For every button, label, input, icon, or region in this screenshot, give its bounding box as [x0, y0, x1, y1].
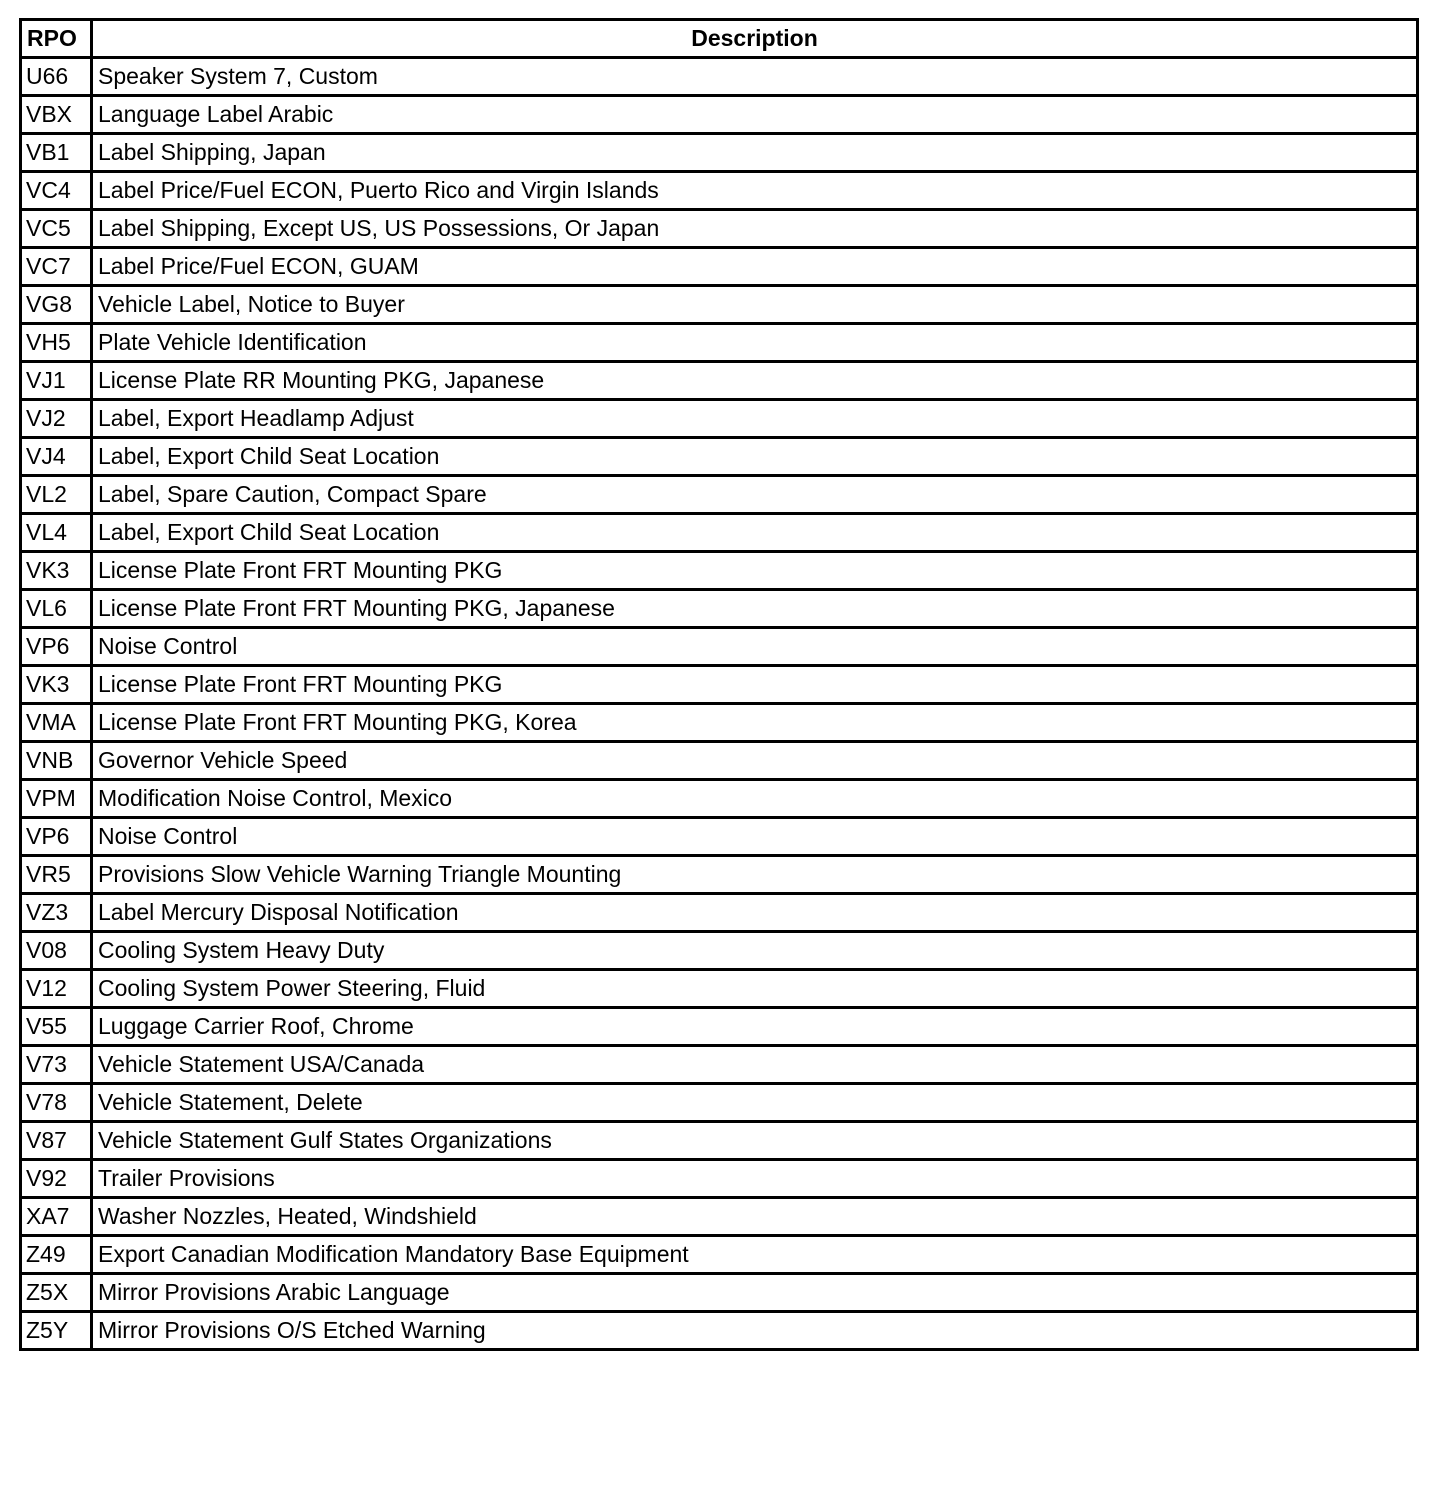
table-row	[21, 856, 1418, 894]
description-cell: License Plate Front FRT Mounting PKG, Korea	[92, 704, 1418, 742]
rpo-code-cell: VMA	[21, 704, 92, 742]
table-row	[21, 1274, 1418, 1312]
table-row	[21, 590, 1418, 628]
description-cell: Label, Spare Caution, Compact Spare	[92, 476, 1418, 514]
rpo-code-cell: V92	[21, 1160, 92, 1198]
table-row	[21, 666, 1418, 704]
description-cell: Luggage Carrier Roof, Chrome	[92, 1008, 1418, 1046]
table-row	[21, 1236, 1418, 1274]
description-cell: Noise Control	[92, 818, 1418, 856]
table-row	[21, 476, 1418, 514]
description-cell: Plate Vehicle Identification	[92, 324, 1418, 362]
description-cell: Governor Vehicle Speed	[92, 742, 1418, 780]
table-row	[21, 96, 1418, 134]
description-cell: Mirror Provisions O/S Etched Warning	[92, 1312, 1418, 1350]
rpo-code-cell: VJ4	[21, 438, 92, 476]
table-row	[21, 324, 1418, 362]
description-cell: Modification Noise Control, Mexico	[92, 780, 1418, 818]
table-row	[21, 362, 1418, 400]
description-cell: Speaker System 7, Custom	[92, 58, 1418, 96]
description-cell: Provisions Slow Vehicle Warning Triangle Mounting	[92, 856, 1418, 894]
table-row	[21, 210, 1418, 248]
description-cell: Cooling System Power Steering, Fluid	[92, 970, 1418, 1008]
table-row	[21, 248, 1418, 286]
table-row	[21, 514, 1418, 552]
rpo-code-cell: VP6	[21, 818, 92, 856]
table-row	[21, 552, 1418, 590]
rpo-code-cell: U66	[21, 58, 92, 96]
description-cell: Label Shipping, Except US, US Possessions, Or Japan	[92, 210, 1418, 248]
table-row	[21, 400, 1418, 438]
table-row	[21, 286, 1418, 324]
table-body	[21, 58, 1418, 1350]
rpo-code-cell: Z5X	[21, 1274, 92, 1312]
description-cell: Vehicle Label, Notice to Buyer	[92, 286, 1418, 324]
description-cell: Label Mercury Disposal Notification	[92, 894, 1418, 932]
rpo-code-cell: Z49	[21, 1236, 92, 1274]
description-cell: Vehicle Statement Gulf States Organizations	[92, 1122, 1418, 1160]
description-cell: Language Label Arabic	[92, 96, 1418, 134]
rpo-code-cell: VC4	[21, 172, 92, 210]
table-row	[21, 1046, 1418, 1084]
rpo-code-cell: V55	[21, 1008, 92, 1046]
description-cell: License Plate RR Mounting PKG, Japanese	[92, 362, 1418, 400]
description-cell: Trailer Provisions	[92, 1160, 1418, 1198]
table-row	[21, 1198, 1418, 1236]
description-cell: Vehicle Statement USA/Canada	[92, 1046, 1418, 1084]
description-cell: Vehicle Statement, Delete	[92, 1084, 1418, 1122]
table-row	[21, 1008, 1418, 1046]
rpo-code-cell: XA7	[21, 1198, 92, 1236]
rpo-code-cell: V12	[21, 970, 92, 1008]
table-header	[21, 20, 1418, 58]
rpo-code-cell: VBX	[21, 96, 92, 134]
table-row	[21, 818, 1418, 856]
description-column-header: Description	[92, 20, 1418, 58]
table-row	[21, 932, 1418, 970]
rpo-code-cell: V73	[21, 1046, 92, 1084]
description-cell: Cooling System Heavy Duty	[92, 932, 1418, 970]
description-cell: Label, Export Child Seat Location	[92, 438, 1418, 476]
rpo-code-cell: VC5	[21, 210, 92, 248]
rpo-code-cell: VH5	[21, 324, 92, 362]
table-row	[21, 704, 1418, 742]
table-row	[21, 742, 1418, 780]
rpo-code-cell: VJ2	[21, 400, 92, 438]
table-row	[21, 1312, 1418, 1350]
header-row	[21, 20, 1418, 58]
rpo-code-cell: VL4	[21, 514, 92, 552]
rpo-code-cell: V08	[21, 932, 92, 970]
table-row	[21, 438, 1418, 476]
description-cell: Label Shipping, Japan	[92, 134, 1418, 172]
rpo-table	[19, 18, 1419, 1351]
description-cell: Mirror Provisions Arabic Language	[92, 1274, 1418, 1312]
table-row	[21, 1160, 1418, 1198]
rpo-code-cell: VB1	[21, 134, 92, 172]
rpo-code-cell: Z5Y	[21, 1312, 92, 1350]
rpo-code-cell: V78	[21, 1084, 92, 1122]
rpo-code-cell: VK3	[21, 666, 92, 704]
description-cell: License Plate Front FRT Mounting PKG	[92, 552, 1418, 590]
rpo-code-cell: VP6	[21, 628, 92, 666]
rpo-code-cell: VJ1	[21, 362, 92, 400]
rpo-column-header: RPO	[21, 20, 92, 58]
rpo-code-cell: VPM	[21, 780, 92, 818]
table-row	[21, 134, 1418, 172]
description-cell: Label, Export Child Seat Location	[92, 514, 1418, 552]
rpo-code-cell: VNB	[21, 742, 92, 780]
table-row	[21, 780, 1418, 818]
table-row	[21, 628, 1418, 666]
rpo-code-cell: VR5	[21, 856, 92, 894]
table-row	[21, 970, 1418, 1008]
description-cell: License Plate Front FRT Mounting PKG, Japanese	[92, 590, 1418, 628]
rpo-code-cell: VZ3	[21, 894, 92, 932]
table-row	[21, 1084, 1418, 1122]
rpo-code-cell: V87	[21, 1122, 92, 1160]
rpo-code-cell: VC7	[21, 248, 92, 286]
rpo-code-cell: VL2	[21, 476, 92, 514]
description-cell: Noise Control	[92, 628, 1418, 666]
description-cell: Export Canadian Modification Mandatory Base Equipment	[92, 1236, 1418, 1274]
table-row	[21, 894, 1418, 932]
rpo-code-cell: VK3	[21, 552, 92, 590]
description-cell: Label Price/Fuel ECON, GUAM	[92, 248, 1418, 286]
description-cell: Label Price/Fuel ECON, Puerto Rico and Virgin Islands	[92, 172, 1418, 210]
table-row	[21, 58, 1418, 96]
table-row	[21, 1122, 1418, 1160]
description-cell: License Plate Front FRT Mounting PKG	[92, 666, 1418, 704]
rpo-code-cell: VG8	[21, 286, 92, 324]
description-cell: Washer Nozzles, Heated, Windshield	[92, 1198, 1418, 1236]
rpo-code-cell: VL6	[21, 590, 92, 628]
table-row	[21, 172, 1418, 210]
description-cell: Label, Export Headlamp Adjust	[92, 400, 1418, 438]
